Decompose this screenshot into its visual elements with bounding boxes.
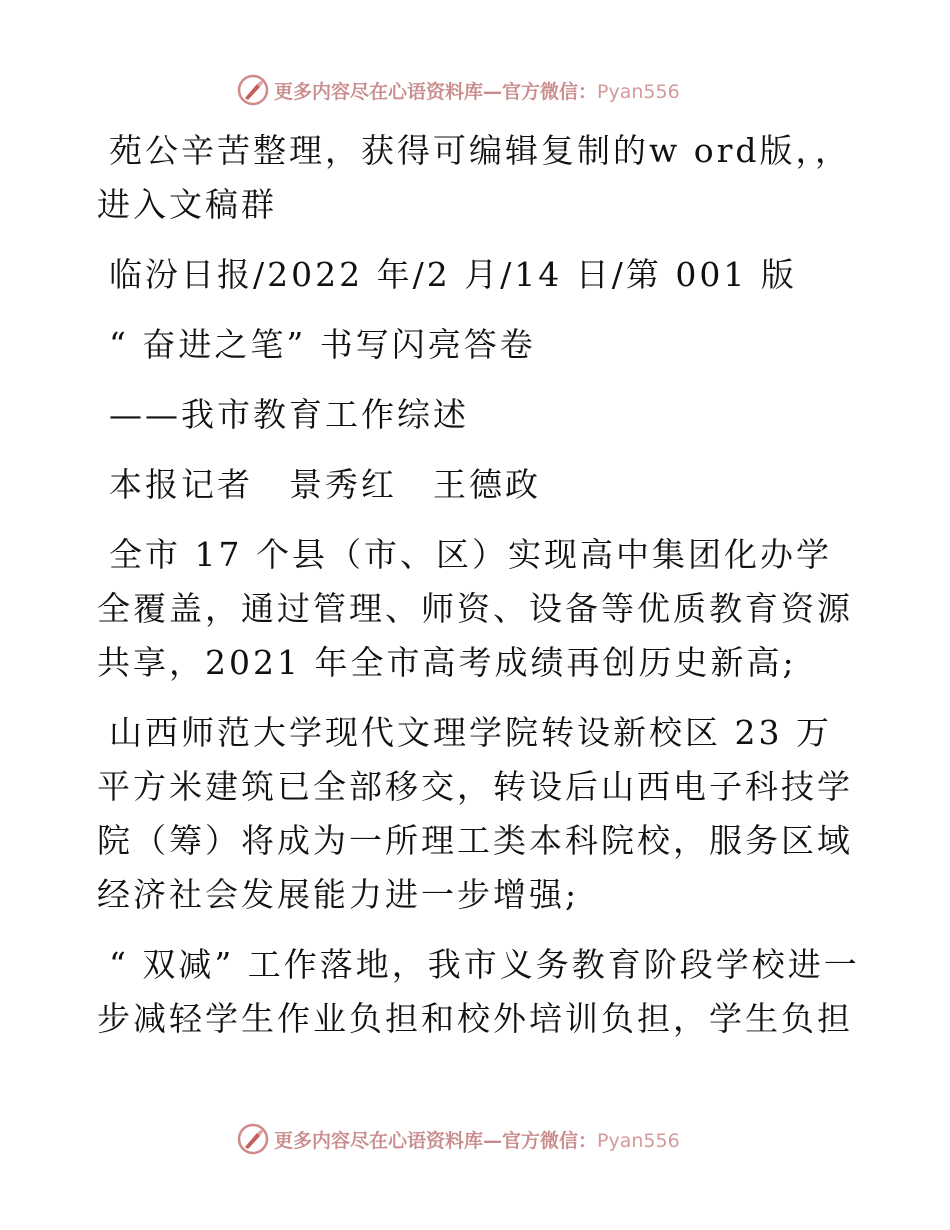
headline: “ 奋进之笔” 书写闪亮答卷 [109,325,536,364]
watermark-banner-bottom [236,1121,680,1157]
source-line: 临汾日报/2022 年/2 月/14 日/第 001 版 [109,255,797,294]
watermark-account: Pyan556 [597,1129,680,1152]
watermark-account: Pyan556 [597,80,680,103]
watermark-separator: — [483,1129,503,1152]
intro-paragraph [97,124,867,232]
watermark-brand: 更多内容尽在心语资料库 [274,80,484,103]
body-paragraph: 山西师范大学现代文理学院转设新校区 23 万平方米建筑已全部移交，转设后山西电子科技学院（筹）将成为一所理工类本科院校，服务区域经济社会发展能力进一步增强; [97,713,853,914]
watermark-brand: 更多内容尽在心语资料库 [274,1129,484,1152]
body-paragraph: 全市 17 个县（市、区）实现高中集团化办学全覆盖，通过管理、师资、设备等优质教育资源共享，2021 年全市高考成绩再创历史新高; [97,535,853,682]
subheadline: ——我市教育工作综述 [109,395,469,434]
watermark-banner-top [236,72,680,108]
watermark-official: 官方微信： [502,80,598,103]
intro-line-1: 苑公辛苦整理，获得可编辑复制的w ord版，， [109,131,852,170]
quill-logo-icon [236,1122,270,1156]
watermark-text [274,1126,680,1153]
byline: 本报记者 景秀红 王德政 [109,465,541,504]
quill-logo-icon [236,73,270,107]
watermark-text [274,77,680,104]
watermark-separator: — [483,80,503,103]
intro-line-2: 进入文稿群 [97,185,277,224]
document-body [97,124,867,1062]
body-paragraph: “ 双减” 工作落地，我市义务教育阶段学校进一步减轻学生作业负担和校外培训负担，学生负担 [97,945,860,1038]
watermark-official: 官方微信： [502,1129,598,1152]
